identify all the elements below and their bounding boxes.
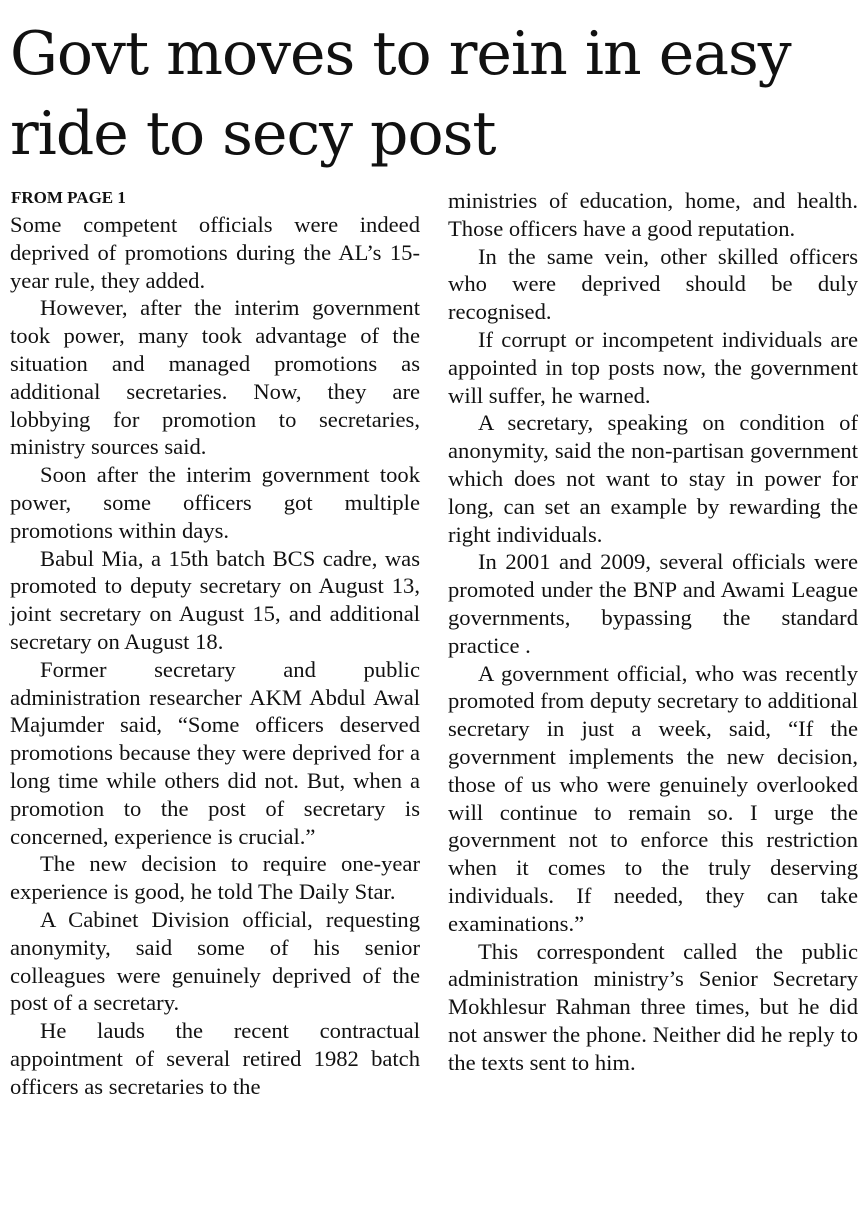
paragraph: He lauds the recent contractual appointment of several retired 1982 batch officers as secretaries to the bbox=[10, 1018, 420, 1099]
paragraph: In 2001 and 2009, several officials were promoted under the BNP and Awami League governments, bypassing the standard practice . bbox=[448, 549, 858, 658]
paragraph: Soon after the interim government took power, some officers got multiple promotions within days. bbox=[10, 462, 420, 543]
paragraph: Former secretary and public administration researcher AKM Abdul Awal Majumder said, “Some officers deserved promotions because they were deprived for a long time while others did not. But, when a promotion to the post of secretary is concerned, experience is crucial.” bbox=[10, 656, 420, 849]
paragraph: ministries of education, home, and health. Those officers have a good reputation. bbox=[448, 188, 858, 241]
paragraph: Some competent officials were indeed deprived of promotions during the AL’s 15-year rule, they added. bbox=[10, 212, 420, 293]
paragraph: However, after the interim government took power, many took advantage of the situation and managed promotions as additional secretaries. Now, they are lobbying for promotion to secretaries, ministry sources said. bbox=[10, 295, 420, 460]
headline: Govt moves to rein in easy ride to secy post bbox=[10, 19, 791, 169]
paragraph: This correspondent called the public administration ministry’s Senior Secretary Mokhlesur Rahman three times, but he did not answer the phone. Neither did he reply to the texts sent to him. bbox=[448, 938, 858, 1075]
paragraph: Babul Mia, a 15th batch BCS cadre, was promoted to deputy secretary on August 13, joint secretary on August 15, and additional secretary on August 18. bbox=[10, 545, 420, 654]
paragraph: If corrupt or incompetent individuals are appointed in top posts now, the government will suffer, he warned. bbox=[448, 326, 858, 408]
kicker-from-page: FROM PAGE 1 bbox=[11, 188, 126, 207]
paragraph: A Cabinet Division official, requesting anonymity, said some of his senior colleagues were genuinely deprived of the post of a secretary. bbox=[10, 906, 420, 1016]
paragraph: A secretary, speaking on condition of anonymity, said the non-partisan government which does not want to stay in power for long, can set an example by rewarding the right individuals. bbox=[448, 410, 858, 547]
paragraph: The new decision to require one-year experience is good, he told The Daily Star. bbox=[10, 851, 420, 905]
paragraph: A government official, who was recently promoted from deputy secretary to additional secretary in just a week, said, “If the government implements the new decision, those of us who were genuinely overlooked will continue to remain so. I urge the government not to enforce this restriction when it comes to the truly deserving individuals. If needed, they can take examinations.” bbox=[448, 660, 858, 936]
article-column-left bbox=[10, 211, 420, 1101]
paragraph: In the same vein, other skilled officers who were deprived should be duly recognised. bbox=[448, 243, 858, 325]
article-column-right bbox=[448, 187, 858, 1077]
